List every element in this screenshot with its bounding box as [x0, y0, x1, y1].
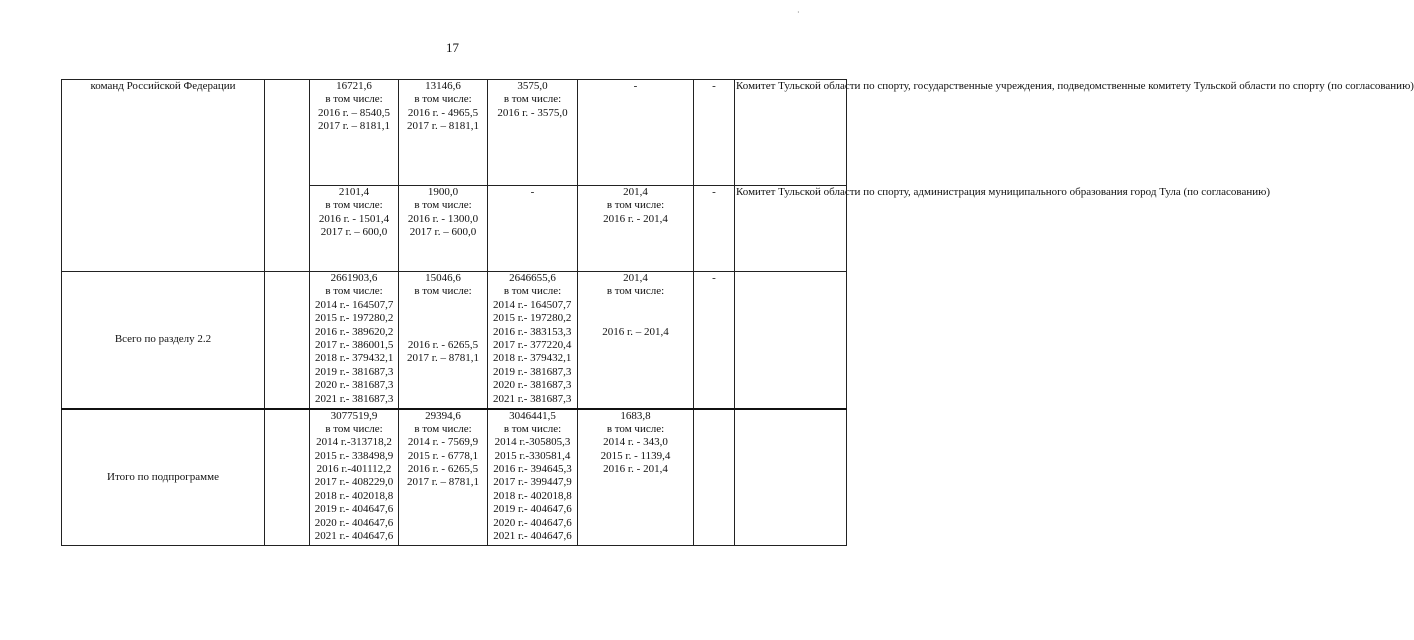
total-cell: 2661903,6 в том числе: 2014 г.- 164507,7 2015 г.- 197280,2 2016 г.- 389620,2 2017 г.- 386001,5 2018 г.- 379432,1 2019 г.- 381687,3 2020 г.- 381687,3 2021 г.- 381687,3: [310, 272, 399, 409]
empty-cell: [265, 409, 310, 546]
page-number: 17: [446, 40, 459, 55]
budget-table: [61, 79, 1414, 546]
regional-cell: 3575,0 в том числе: 2016 г. - 3575,0: [488, 80, 578, 186]
table-row: [62, 272, 847, 409]
row-name: Всего по разделу 2.2: [62, 272, 265, 409]
row-name: Итого по подпрограмме: [62, 409, 265, 546]
corner-mark: ·: [797, 8, 800, 17]
executor-cell: Комитет Тульской области по спорту, государственные учреждения, подведомственные комитету Тульской области по спорту (по согласованию): [735, 80, 847, 186]
regional-cell: 2646655,6 в том числе: 2014 г.- 164507,7 2015 г.- 197280,2 2016 г.- 383153,3 2017 г.- 377220,4 2018 г.- 379432,1 2019 г.- 381687,3 2020 г.- 381687,3 2021 г.- 381687,3: [488, 272, 578, 409]
empty-cell: [265, 272, 310, 409]
federal-cell: 29394,6 в том числе: 2014 г. - 7569,9 2015 г. - 6778,1 2016 г. - 6265,5 2017 г. – 8781,1: [399, 409, 488, 546]
municipal-cell: -: [578, 80, 694, 186]
federal-cell: 1900,0 в том числе: 2016 г. - 1300,0 2017 г. – 600,0: [399, 186, 488, 272]
total-cell: 2101,4 в том числе: 2016 г. - 1501,4 2017 г. – 600,0: [310, 186, 399, 272]
regional-cell: 3046441,5 в том числе: 2014 г.-305805,3 2015 г.-330581,4 2016 г.- 394645,3 2017 г.- 399447,9 2018 г.- 402018,8 2019 г.- 404647,6 2020 г.- 404647,6 2021 г.- 404647,6: [488, 409, 578, 546]
executor-cell: [735, 272, 847, 409]
municipal-cell: 201,4 в том числе: 2016 г. – 201,4: [578, 272, 694, 409]
total-cell: 3077519,9 в том числе: 2014 г.-313718,2 2015 г.- 338498,9 2016 г.-401112,2 2017 г.- 408229,0 2018 г.- 402018,8 2019 г.- 404647,6 2020 г.- 404647,6 2021 г.- 404647,6: [310, 409, 399, 546]
federal-cell: 13146,6 в том числе: 2016 г. - 4965,5 2017 г. – 8181,1: [399, 80, 488, 186]
extra-cell: -: [694, 186, 735, 272]
regional-cell: -: [488, 186, 578, 272]
extra-cell: -: [694, 80, 735, 186]
executor-cell: [735, 409, 847, 546]
municipal-cell: 1683,8 в том числе: 2014 г. - 343,0 2015 г. - 1139,4 2016 г. - 201,4: [578, 409, 694, 546]
empty-cell: [265, 80, 310, 272]
municipal-cell: 201,4 в том числе: 2016 г. - 201,4: [578, 186, 694, 272]
row-name: команд Российской Федерации: [62, 80, 265, 272]
federal-cell: 15046,6 в том числе: 2016 г. - 6265,5 2017 г. – 8781,1: [399, 272, 488, 409]
table-row: [62, 80, 847, 186]
extra-cell: [694, 409, 735, 546]
extra-cell: -: [694, 272, 735, 409]
table-row: [62, 409, 847, 546]
total-cell: 16721,6 в том числе: 2016 г. – 8540,5 2017 г. – 8181,1: [310, 80, 399, 186]
executor-cell: Комитет Тульской области по спорту, администрация муниципального образования город Тула (по согласованию): [735, 186, 847, 272]
